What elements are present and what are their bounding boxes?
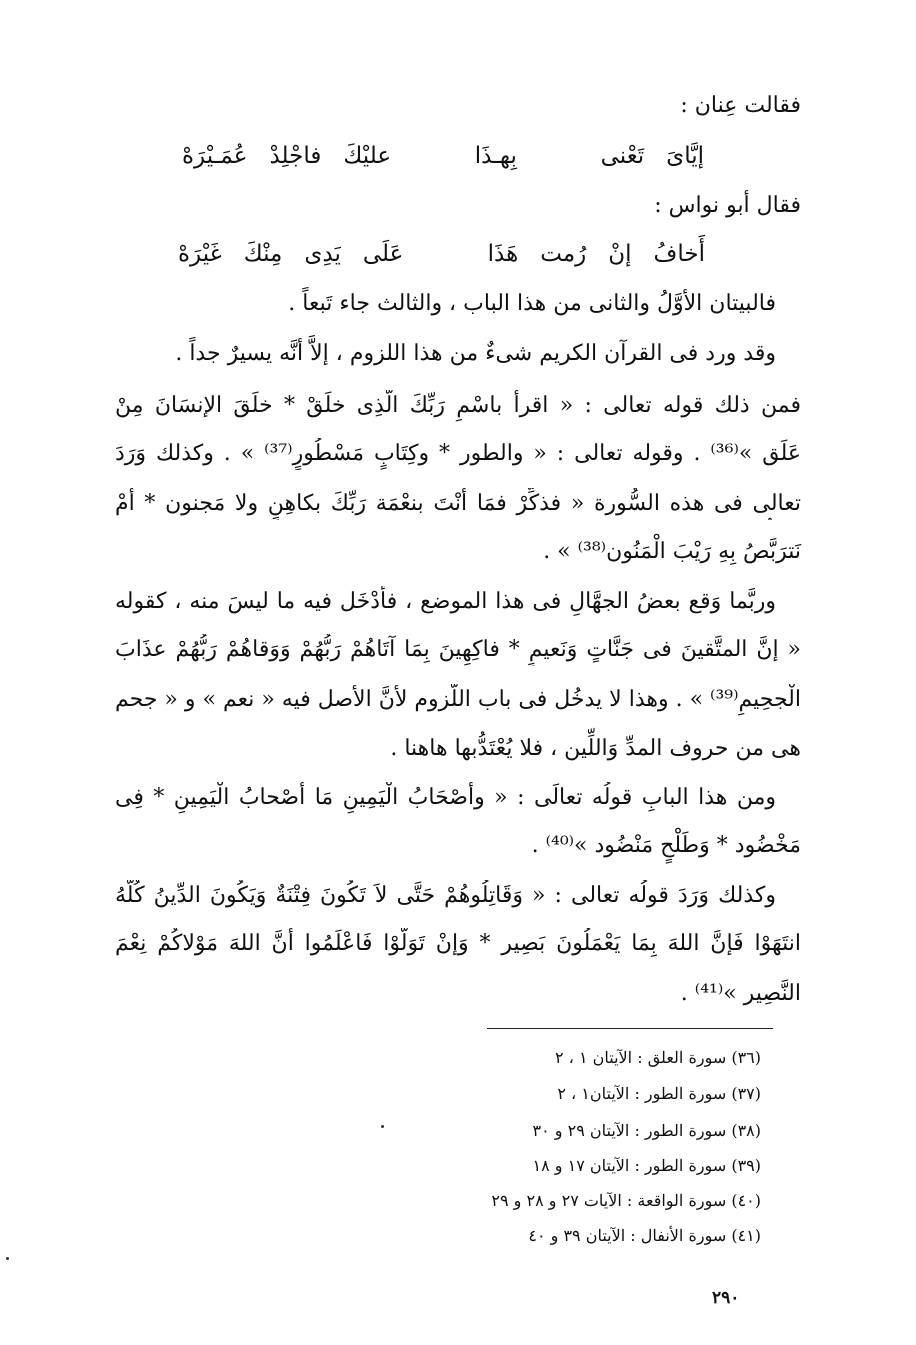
text-line: فقال أبو نواس : xyxy=(654,193,801,218)
verse-word: هَذَا xyxy=(487,241,519,267)
footnote-divider xyxy=(487,1028,773,1029)
verse-one xyxy=(182,140,704,172)
footnote: (٣٦) سورة العلق : الآيتان ١ ، ٢ xyxy=(555,1048,761,1067)
verse-word: إيَّاىَ xyxy=(666,143,704,169)
text-line: عَلَق »⁽³⁶⁾ . وقوله تعالى : « والطور * وكِتَابٍ مَسْطُورٍ⁽³⁷⁾ » . وكذلك وَرَدَ xyxy=(115,441,801,466)
verse-word: إنْ xyxy=(608,241,632,267)
verse-hemistich-left xyxy=(178,238,403,270)
verse-two xyxy=(178,238,705,270)
verse-hemistich-right xyxy=(601,140,704,172)
verse-word: عُمَـيْرَهْ xyxy=(182,143,248,169)
text-line: وقد ورد فى القرآن الكريم شىءٌ من هذا اللزوم ، إلاَّ أنَّه يسيرٌ جداً . xyxy=(175,341,776,366)
text-line: الْجحِيمِ⁽³⁹⁾ » . وهذا لا يدخُل فى باب اللُّزوم لأنَّ الأصل فيه « نعم » و « جحم xyxy=(115,687,801,712)
verse-word: رُمت xyxy=(540,241,587,267)
text-line: فقالت عِنان : xyxy=(680,93,801,118)
verse-word: بِهـذَا xyxy=(474,143,517,169)
footnote: (٤٠) سورة الواقعة : الآيات ٢٧ و ٢٨ و ٢٩ xyxy=(491,1191,761,1210)
verse-word: أَخافُ xyxy=(653,241,705,267)
verse-hemistich-left xyxy=(182,140,391,172)
text-line: فالبيتان الأوَّلُ والثانى من هذا الباب ، والثالث جاء تَبعاً . xyxy=(288,291,776,316)
text-line: ومن هذا البابِ قولُه تعالَى : « وأَصْحَابُ الْيَمِينِ مَا أَصْحابُ الْيَمِينِ * فِى xyxy=(115,785,776,810)
footnote: (٣٩) سورة الطور : الآيتان ١٧ و ١٨ xyxy=(532,1156,761,1175)
verse-word: مِنْكَ xyxy=(243,241,283,267)
text-line: هى من حروف المدِّ وَاللِّين ، فلا يُعْتَدُّبها هاهنا . xyxy=(390,736,801,761)
text-line: النَّصِير »⁽⁴¹⁾ . xyxy=(680,981,801,1006)
print-speck xyxy=(381,1125,384,1128)
text-line: تعالى فى هذه السُّورة « فذكِّرْ فمَا أنْتَ بنعْمَة رَبِّكَ بكاهِنٍ ولا مَجنون * أمْ xyxy=(115,491,801,516)
text-line: وكذلك وَرَدَ قولُه تعالى : « وَقَاتِلُوهُمْ حَتَّى لاَ تَكُونَ فِتْنَةٌ وَيَكُونَ الدِّينُ كُلُّهُ xyxy=(115,883,776,908)
footnote: (٣٧) سورة الطور : الآيتان١ ، ٢ xyxy=(557,1084,761,1103)
verse-word: غَيْرَهْ xyxy=(178,241,222,267)
verse-word: تَعْنى xyxy=(600,143,645,169)
verse-word: عَلَى xyxy=(362,241,404,267)
footnote: (٣٨) سورة الطور : الآيتان ٢٩ و ٣٠ xyxy=(532,1121,761,1140)
print-speck xyxy=(6,1257,9,1260)
text-line: فمن ذلك قوله تعالى : « اقرأْ باسْمِ رَبِّكَ الَّذِى خلَقْ * خلَقَ الإنسَانَ مِنْ xyxy=(115,393,801,418)
footnote: (٤١) سورة الأنفال : الآيتان ٣٩ و ٤٠ xyxy=(528,1226,761,1245)
verse-word: فاجْلِدْ xyxy=(269,143,322,169)
verse-word: يَدِى xyxy=(304,241,341,267)
verse-hemistich-right xyxy=(488,238,705,270)
text-line: مَخْضُود * وَطَلْحٍ مَنْضُود »⁽⁴⁰⁾ . xyxy=(531,833,801,858)
text-line: انتَهَوْا فَإنَّ اللهَ بِمَا يَعْمَلُونَ بَصِير * وَإنْ تَوَلَّوْا فَاعْلَمُوا أَنَّ اللهَ مَوْلاكُمْ نِعْمَ xyxy=(115,931,801,956)
page-number: ٢٩٠ xyxy=(712,1288,740,1308)
text-line: وربَّما وَقع بعضُ الجهَّالِ فى هذا الموضع ، فأدْخَل فيه ما ليسَ منه ، كقوله xyxy=(115,589,776,614)
text-line: نَترَبَّصُ بِهِ رَيْبَ الْمَنُون⁽³⁸⁾ » . xyxy=(543,539,801,564)
text-line: « إنَّ المتَّقينَ فى جَنَّاتٍ وَنَعيمٍ * فاكِهِينَ بِمَا آتَاهُمْ رَبُّهُمْ وَوَقاهُمْ رَبُّهُمْ عذَابَ xyxy=(115,637,801,662)
verse-word: عليْكَ xyxy=(343,143,392,169)
